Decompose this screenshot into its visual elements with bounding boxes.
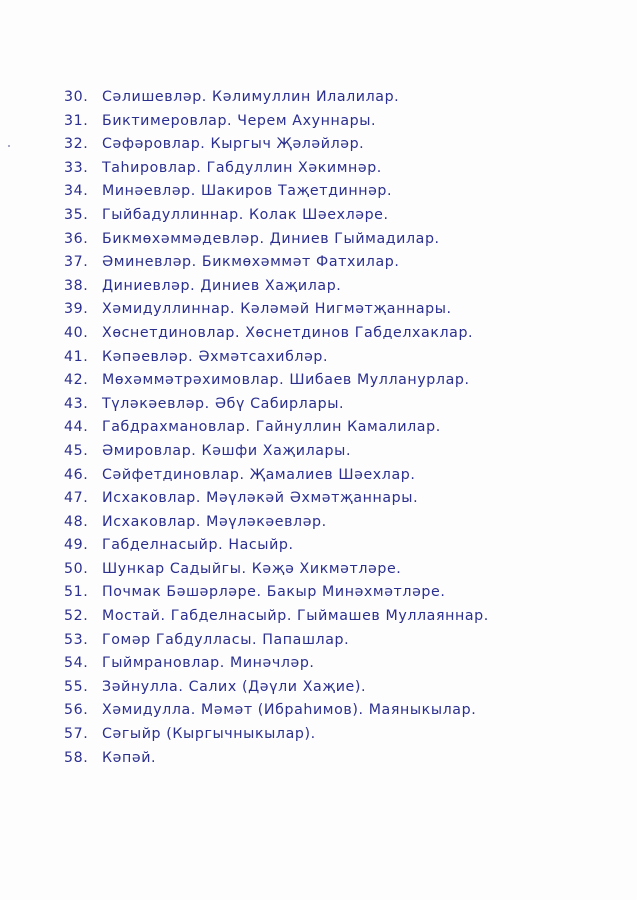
list-item <box>64 157 624 181</box>
list-item <box>64 204 624 228</box>
entry-number: 44. <box>64 419 89 436</box>
entry-number: 47. <box>64 490 89 507</box>
list-item <box>64 511 624 535</box>
entry-number: 50. <box>64 560 89 577</box>
entry-number: 52. <box>64 608 89 625</box>
list-item <box>64 228 624 252</box>
entry-text: Диниевләр. Диниев Хаҗилар. <box>102 277 342 294</box>
list-item <box>64 440 624 464</box>
entry-number: 51. <box>64 584 89 601</box>
entry-text: Минәевләр. Шакиров Таҗетдиннәр. <box>102 183 393 200</box>
list-item <box>64 723 624 747</box>
entry-text: Сәлишевләр. Кәлимуллин Илалилар. <box>102 89 400 105</box>
list-item <box>64 369 624 393</box>
entry-number: 55. <box>64 678 89 695</box>
entry-text: Хөснетдиновлар. Хөснетдинов Габделхаклар. <box>102 324 474 341</box>
entry-number: 48. <box>64 513 89 530</box>
entry-text: Сәфәровлар. Кыргыч Җәләйләр. <box>102 136 365 153</box>
list-item <box>64 251 624 275</box>
list-item <box>64 747 624 771</box>
entry-number: 34. <box>64 183 89 200</box>
entry-number: 37. <box>64 254 89 271</box>
entry-number: 33. <box>64 159 89 176</box>
entry-text: Сәйфетдиновлар. Җамалиев Шәехлар. <box>102 466 416 483</box>
list-item <box>64 416 624 440</box>
entry-number: 46. <box>64 466 89 483</box>
entry-text: Гомәр Габдулласы. Папашлар. <box>102 631 350 648</box>
list-item <box>64 629 624 653</box>
entry-text: Исхаковлар. Мәүләкәй Әхмәтҗаннары. <box>102 490 419 507</box>
entry-text: Хәмидулла. Мәмәт (Ибраһимов). Маяныкылар. <box>102 702 477 719</box>
family-names-list <box>64 86 624 770</box>
entry-number: 53. <box>64 631 89 648</box>
entry-text: Хәмидуллиннар. Кәләмәй Нигмәтҗаннары. <box>102 301 452 318</box>
entry-text: Бикмөхәммәдевләр. Диниев Гыймадилар. <box>102 230 440 247</box>
list-item <box>64 605 624 629</box>
entry-text: Гыйбадуллиннар. Колак Шәехләре. <box>102 206 389 223</box>
entry-text: Почмак Бәшәрләре. Бакыр Минәхмәтләре. <box>102 584 446 601</box>
entry-number: 45. <box>64 442 89 459</box>
list-item <box>64 558 624 582</box>
entry-text: Зәйнулла. Салих (Дәүли Хаҗие). <box>102 678 367 695</box>
list-item <box>64 180 624 204</box>
list-item <box>64 110 624 134</box>
list-item <box>64 699 624 723</box>
entry-number: 36. <box>64 230 89 247</box>
entry-text: Гыймрановлар. Минәчләр. <box>102 655 315 672</box>
list-item <box>64 652 624 676</box>
entry-number: 35. <box>64 206 89 223</box>
entry-text: Мөхәммәтрәхимовлар. Шибаев Мулланурлар. <box>102 372 470 389</box>
entry-text: Мостай. Габделнасыйр. Гыймашев Муллаяннар. <box>102 608 489 625</box>
entry-text: Исхаковлар. Мәүләкәевләр. <box>102 513 327 530</box>
list-item <box>64 298 624 322</box>
entry-number: 38. <box>64 277 89 294</box>
list-item <box>64 275 624 299</box>
entry-text: Сәгыйр (Кыргычныкылар). <box>102 726 316 743</box>
entry-number: 39. <box>64 301 89 318</box>
list-item <box>64 464 624 488</box>
entry-number: 32. <box>64 136 89 153</box>
entry-text: Әминевләр. Бикмөхәммәт Фатхилар. <box>102 254 400 271</box>
entry-text: Габдрахмановлар. Гайнуллин Камалилар. <box>102 419 441 436</box>
list-item <box>64 534 624 558</box>
entry-number: 43. <box>64 395 89 412</box>
list-item <box>64 487 624 511</box>
entry-number: 54. <box>64 655 89 672</box>
entry-number: 41. <box>64 348 89 365</box>
entry-number: 31. <box>64 112 89 129</box>
entry-number: 49. <box>64 537 89 554</box>
entry-number: 40. <box>64 324 89 341</box>
entry-text: Кәпәевләр. Әхмәтсахибләр. <box>102 348 329 365</box>
list-item <box>64 393 624 417</box>
entry-text: Биктимеровлар. Черем Ахуннары. <box>102 112 377 129</box>
entry-text: Габделнасыйр. Насыйр. <box>102 537 294 554</box>
entry-text: Шункар Садыйгы. Кәҗә Хикмәтләре. <box>102 560 402 577</box>
list-item <box>64 581 624 605</box>
entry-number: 56. <box>64 702 89 719</box>
entry-number: 58. <box>64 749 89 766</box>
entry-number: 57. <box>64 726 89 743</box>
list-item <box>64 86 624 110</box>
list-item <box>64 676 624 700</box>
list-item <box>64 133 624 157</box>
margin-ink-dot <box>8 145 10 147</box>
entry-number: 30. <box>64 89 89 105</box>
list-item <box>64 322 624 346</box>
entry-text: Әмировлар. Кәшфи Хаҗилары. <box>102 442 352 459</box>
entry-text: Таһировлар. Габдуллин Хәкимнәр. <box>102 159 382 176</box>
entry-number: 42. <box>64 372 89 389</box>
list-item <box>64 346 624 370</box>
entry-text: Түләкәевләр. Әбү Сабирлары. <box>102 395 345 412</box>
entry-text: Кәпәй. <box>102 749 157 766</box>
